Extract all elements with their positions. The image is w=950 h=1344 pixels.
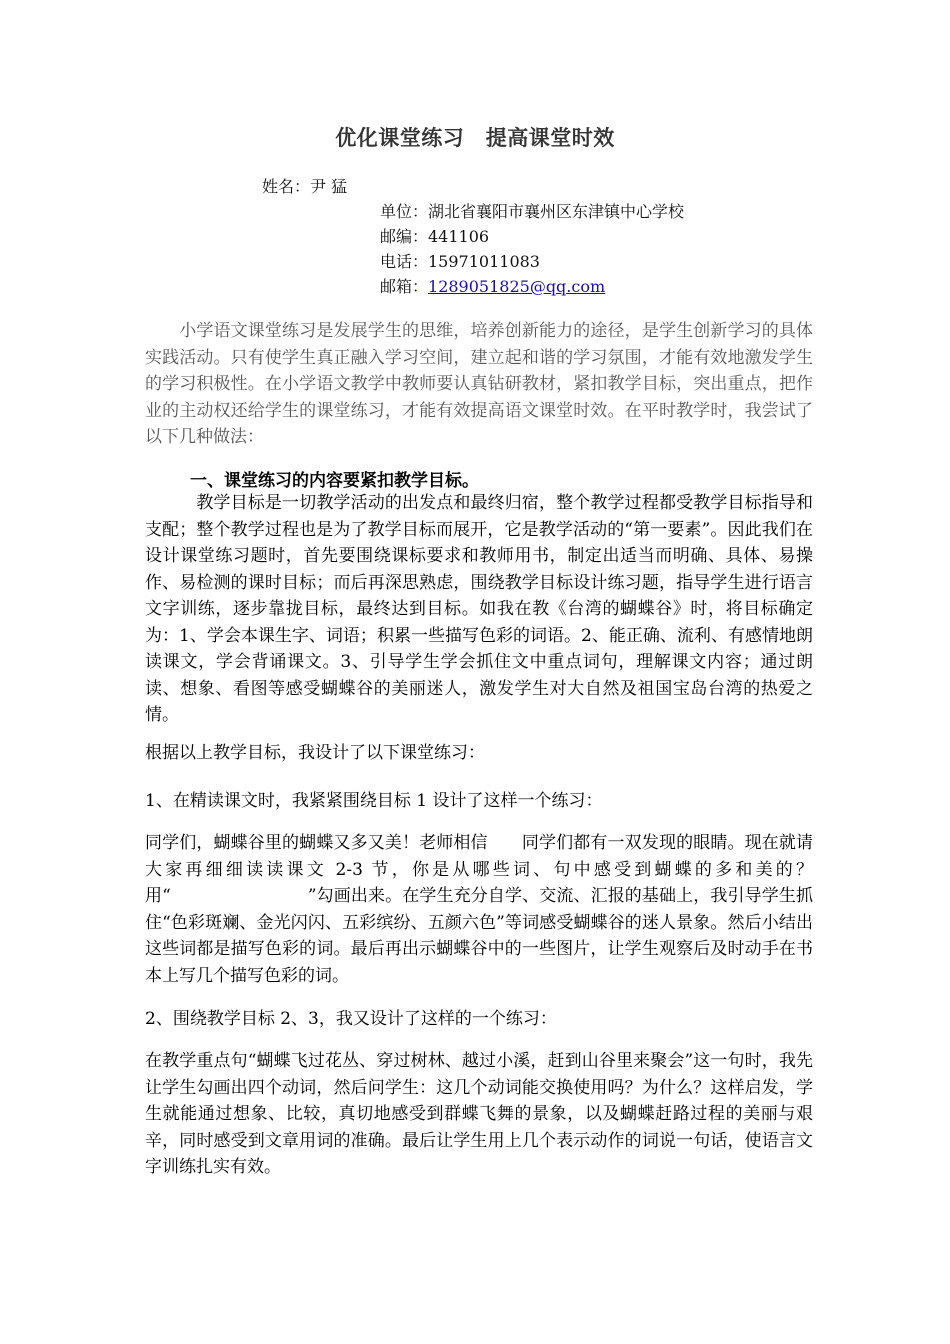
item1-title: 1、在精读课文时，我紧紧围绕目标 1 设计了这样一个练习： [145, 791, 603, 811]
item1-body: 同学们，蝴蝶谷里的蝴蝶又多又美！老师相信 同学们都有一双发现的眼睛。现在就请大家再细细读读课文 2-3 节，你是从哪些词、句中感受到蝴蝶的多和美的？用“ ”勾画出来。在学生充分自学、交流、汇报的基础上，我引导学生抓住“色彩斑斓、金光闪闪、五彩缤纷、五颜六色”等词感受蝴蝶谷的迷人景象。然后小结出这些词都是描写色彩的词。最后再出示蝴蝶谷中的一些图片，让学生观察后及时动手在书本上写几个描写色彩的词。 [145, 833, 813, 986]
document-title: 优化课堂练习 提高课堂时效 [335, 125, 615, 150]
author-email-row [380, 274, 605, 297]
author-email-label: 邮箱： [380, 277, 429, 296]
author-name: 姓名：尹 猛 [262, 177, 348, 196]
author-postcode: 邮编：441106 [380, 227, 490, 246]
author-phone: 电话：15971011083 [380, 252, 540, 271]
section1-body: 教学目标是一切教学活动的出发点和最终归宿，整个教学过程都受教学目标指导和支配；整个教学过程也是为了教学目标而展开，它是教学活动的“第一要素”。因此我们在设计课堂练习题时，首先要围绕课标要求和教师用书，制定出适当而明确、具体、易操作、易检测的课时目标；而后再深思熟虑，围绕教学目标设计练习题，指导学生进行语言文字训练，逐步靠拢目标，最终达到目标。如我在教《台湾的蝴蝶谷》时，将目标确定为：1、学会本课生字、词语；积累一些描写色彩的词语。2、能正确、流利、有感情地朗读课文，学会背诵课文。3、引导学生学会抓住文中重点词句，理解课文内容；通过朗读、想象、看图等感受蝴蝶谷的美丽迷人，激发学生对大自然及祖国宝岛台湾的热爱之情。 [145, 493, 813, 725]
section1-heading: 一、课堂练习的内容要紧扣教学目标。 [190, 471, 479, 491]
intro-paragraph: 小学语文课堂练习是发展学生的思维，培养创新能力的途径，是学生创新学习的具体实践活动。只有使学生真正融入学习空间，建立起和谐的学习氛围，才能有效地激发学生的学习积极性。在小学语文教学中教师要认真钻研教材，紧扣教学目标，突出重点，把作业的主动权还给学生的课堂练习，才能有效提高语文课堂时效。在平时教学时，我尝试了以下几种做法： [145, 321, 813, 447]
item2-title: 2、围绕教学目标 2、3，我又设计了这样的一个练习： [145, 1009, 557, 1029]
basis-paragraph: 根据以上教学目标，我设计了以下课堂练习： [145, 743, 485, 763]
item2-body: 在教学重点句“蝴蝶飞过花丛、穿过树林、越过小溪，赶到山谷里来聚会”这一句时，我先让学生勾画出四个动词，然后问学生：这几个动词能交换使用吗？为什么？这样启发，学生就能通过想象、比较，真切地感受到群蝶飞舞的景象，以及蝴蝶赶路过程的美丽与艰辛，同时感受到文章用词的准确。最后让学生用上几个表示动作的词说一句话，使语言文字训练扎实有效。 [145, 1051, 813, 1177]
author-email-link[interactable]: 1289051825@qq.com [428, 277, 606, 296]
author-unit: 单位：湖北省襄阳市襄州区东津镇中心学校 [380, 202, 685, 221]
